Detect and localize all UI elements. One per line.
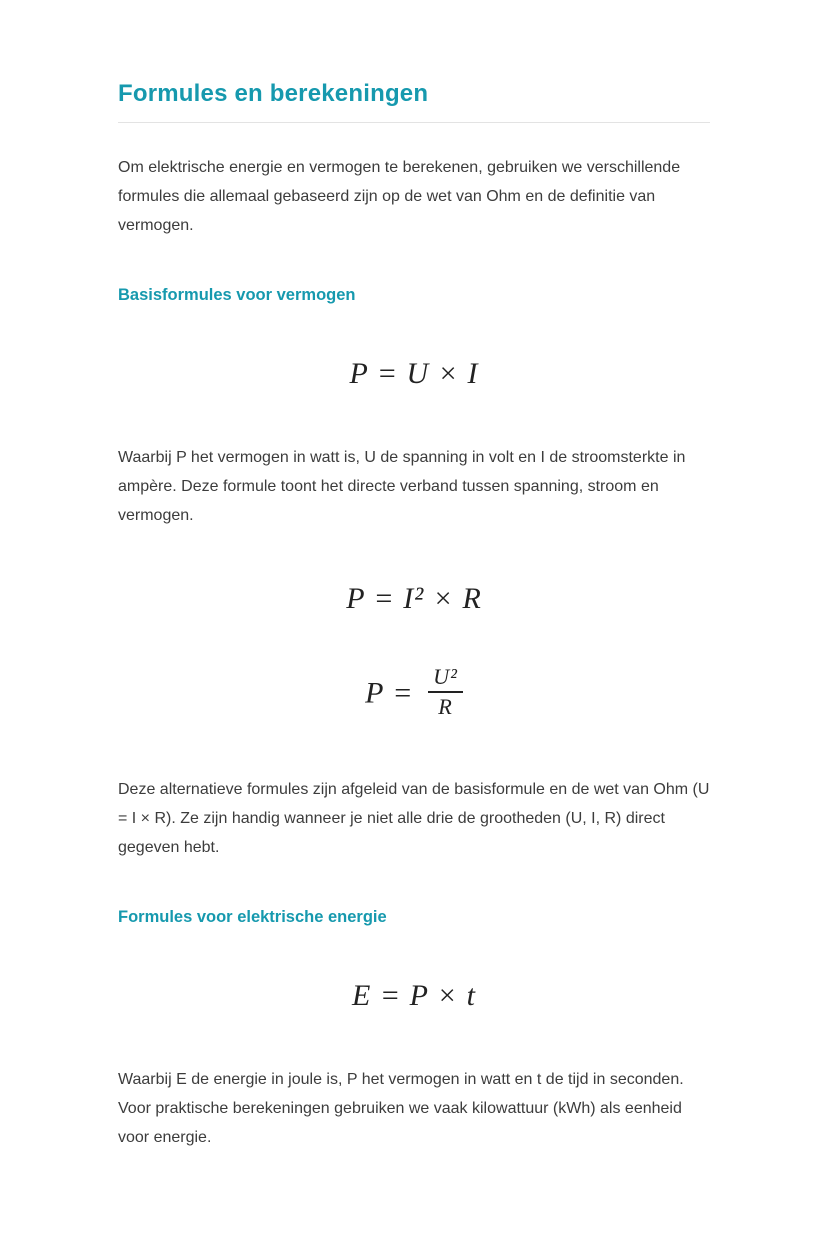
- fraction: [428, 665, 463, 720]
- formula-p-equals-i-squared-times-r: P = I² × R: [346, 582, 482, 615]
- intro-paragraph: Om elektrische energie en vermogen te berekenen, gebruiken we verschillende formules die allemaal gebaseerd zijn op de wet van Ohm en de definitie van vermogen.: [118, 159, 681, 234]
- formula-e-equals-p-times-t: E = P × t: [352, 978, 476, 1012]
- section-heading-energy: Formules voor elektrische energie: [118, 907, 387, 926]
- paragraph-explain-pui: Waarbij P het vermogen in watt is, U de spanning in volt en I de stroomsterkte in ampère. Deze formule toont het directe verband tussen spanning, stroom en vermogen.: [118, 449, 686, 524]
- formula-lhs: P =: [365, 676, 423, 710]
- fraction-denominator: R: [438, 694, 453, 720]
- section-heading-power: Basisformules voor vermogen: [118, 286, 356, 304]
- paragraph-explain-alt-formulas: Deze alternatieve formules zijn afgeleid van de basisformule en de wet van Ohm (U = I × R). Ze zijn handig wanneer je niet alle drie de grootheden (U, I, R) direct gegeven hebt.: [118, 780, 710, 856]
- fraction-numerator: U²: [428, 665, 463, 693]
- page-title: Formules en berekeningen: [118, 80, 429, 107]
- formula-p-equals-u-squared-over-r: [118, 664, 710, 723]
- title-divider: [118, 122, 710, 123]
- paragraph-explain-ept: Waarbij E de energie in joule is, P het vermogen in watt en t de tijd in seconden. Voor praktische berekeningen gebruiken we vaak kilowattuur (kWh) als eenheid voor energie.: [118, 1070, 684, 1146]
- formula-p-equals-u-times-i: P = U × I: [349, 357, 479, 390]
